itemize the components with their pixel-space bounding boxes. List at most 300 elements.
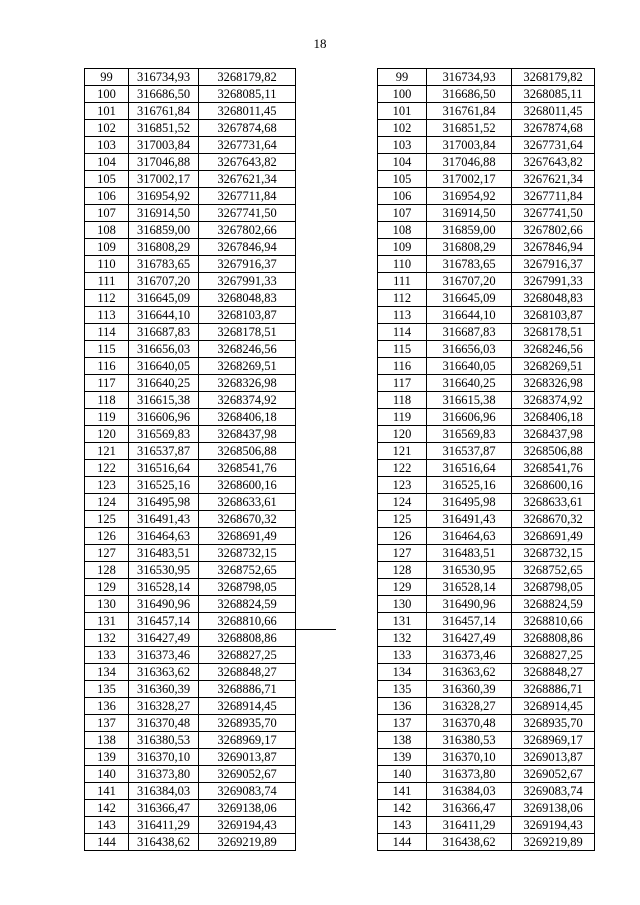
point-number-cell: 112 <box>85 290 129 307</box>
x-coordinate-cell: 317002,17 <box>129 171 199 188</box>
x-coordinate-cell: 316516,64 <box>427 460 512 477</box>
x-coordinate-cell: 316438,62 <box>129 834 199 851</box>
table-row <box>378 239 595 256</box>
x-coordinate-cell: 316606,96 <box>427 409 512 426</box>
point-number-cell: 113 <box>85 307 129 324</box>
table-row <box>85 205 337 222</box>
point-number-cell: 105 <box>378 171 427 188</box>
x-coordinate-cell: 316525,16 <box>129 477 199 494</box>
y-coordinate-cell: 3268824,59 <box>512 596 595 613</box>
x-coordinate-cell: 316384,03 <box>129 783 199 800</box>
table-row <box>85 392 337 409</box>
point-number-cell: 133 <box>378 647 427 664</box>
gap-cell <box>296 460 337 477</box>
point-number-cell: 141 <box>378 783 427 800</box>
table-row <box>378 443 595 460</box>
point-number-cell: 126 <box>85 528 129 545</box>
table-row <box>378 307 595 324</box>
table-row <box>85 443 337 460</box>
y-coordinate-cell: 3268824,59 <box>199 596 296 613</box>
point-number-cell: 117 <box>85 375 129 392</box>
point-number-cell: 135 <box>378 681 427 698</box>
table-row <box>378 494 595 511</box>
table-row <box>378 698 595 715</box>
x-coordinate-cell: 316656,03 <box>129 341 199 358</box>
table-row <box>85 120 337 137</box>
point-number-cell: 131 <box>85 613 129 630</box>
x-coordinate-cell: 316328,27 <box>427 698 512 715</box>
y-coordinate-cell: 3268269,51 <box>512 358 595 375</box>
point-number-cell: 137 <box>85 715 129 732</box>
y-coordinate-cell: 3267991,33 <box>512 273 595 290</box>
table-row <box>85 715 337 732</box>
point-number-cell: 139 <box>378 749 427 766</box>
gap-cell <box>296 120 337 137</box>
table-row <box>378 222 595 239</box>
y-coordinate-cell: 3268437,98 <box>512 426 595 443</box>
point-number-cell: 114 <box>85 324 129 341</box>
x-coordinate-cell: 316606,96 <box>129 409 199 426</box>
table-row <box>85 341 337 358</box>
y-coordinate-cell: 3268810,66 <box>512 613 595 630</box>
table-row <box>85 69 337 86</box>
y-coordinate-cell: 3268969,17 <box>199 732 296 749</box>
gap-cell <box>296 341 337 358</box>
point-number-cell: 102 <box>378 120 427 137</box>
gap-cell <box>296 562 337 579</box>
x-coordinate-cell: 316490,96 <box>129 596 199 613</box>
x-coordinate-cell: 317002,17 <box>427 171 512 188</box>
x-coordinate-cell: 316761,84 <box>129 103 199 120</box>
gap-cell <box>296 426 337 443</box>
y-coordinate-cell: 3268179,82 <box>512 69 595 86</box>
gap-cell <box>296 647 337 664</box>
gap-cell <box>296 188 337 205</box>
table-row <box>378 256 595 273</box>
x-coordinate-cell: 316411,29 <box>129 817 199 834</box>
y-coordinate-cell: 3268437,98 <box>199 426 296 443</box>
x-coordinate-cell: 316569,83 <box>129 426 199 443</box>
y-coordinate-cell: 3268691,49 <box>512 528 595 545</box>
gap-cell <box>296 375 337 392</box>
gap-cell <box>296 545 337 562</box>
x-coordinate-cell: 316328,27 <box>129 698 199 715</box>
point-number-cell: 136 <box>85 698 129 715</box>
y-coordinate-cell: 3267741,50 <box>199 205 296 222</box>
point-number-cell: 124 <box>378 494 427 511</box>
table-row <box>378 783 595 800</box>
x-coordinate-cell: 316569,83 <box>427 426 512 443</box>
x-coordinate-cell: 316761,84 <box>427 103 512 120</box>
point-number-cell: 109 <box>378 239 427 256</box>
table-row <box>85 664 337 681</box>
table-row <box>378 290 595 307</box>
x-coordinate-cell: 316366,47 <box>427 800 512 817</box>
point-number-cell: 129 <box>85 579 129 596</box>
table-row <box>85 375 337 392</box>
x-coordinate-cell: 316370,10 <box>129 749 199 766</box>
gap-cell <box>296 222 337 239</box>
right-coordinates-table <box>377 68 595 851</box>
point-number-cell: 107 <box>85 205 129 222</box>
y-coordinate-cell: 3268048,83 <box>199 290 296 307</box>
y-coordinate-cell: 3269083,74 <box>512 783 595 800</box>
y-coordinate-cell: 3268600,16 <box>512 477 595 494</box>
gap-cell <box>296 749 337 766</box>
gap-cell <box>296 766 337 783</box>
x-coordinate-cell: 316490,96 <box>427 596 512 613</box>
point-number-cell: 128 <box>378 562 427 579</box>
coordinates-table-left <box>84 68 336 851</box>
y-coordinate-cell: 3269194,43 <box>512 817 595 834</box>
point-number-cell: 100 <box>85 86 129 103</box>
x-coordinate-cell: 317003,84 <box>129 137 199 154</box>
y-coordinate-cell: 3267643,82 <box>512 154 595 171</box>
y-coordinate-cell: 3269194,43 <box>199 817 296 834</box>
y-coordinate-cell: 3267741,50 <box>512 205 595 222</box>
x-coordinate-cell: 316734,93 <box>427 69 512 86</box>
x-coordinate-cell: 316360,39 <box>129 681 199 698</box>
table-row <box>85 783 337 800</box>
point-number-cell: 101 <box>85 103 129 120</box>
gap-cell <box>296 613 337 630</box>
point-number-cell: 118 <box>85 392 129 409</box>
x-coordinate-cell: 316363,62 <box>427 664 512 681</box>
x-coordinate-cell: 316457,14 <box>129 613 199 630</box>
table-row <box>85 324 337 341</box>
gap-cell <box>296 817 337 834</box>
table-row <box>378 324 595 341</box>
point-number-cell: 134 <box>378 664 427 681</box>
x-coordinate-cell: 316859,00 <box>427 222 512 239</box>
y-coordinate-cell: 3268541,76 <box>512 460 595 477</box>
y-coordinate-cell: 3269083,74 <box>199 783 296 800</box>
point-number-cell: 108 <box>85 222 129 239</box>
gap-cell <box>296 681 337 698</box>
point-number-cell: 107 <box>378 205 427 222</box>
y-coordinate-cell: 3268178,51 <box>512 324 595 341</box>
table-row <box>378 341 595 358</box>
point-number-cell: 124 <box>85 494 129 511</box>
point-number-cell: 144 <box>378 834 427 851</box>
gap-cell <box>296 732 337 749</box>
y-coordinate-cell: 3267731,64 <box>199 137 296 154</box>
point-number-cell: 139 <box>85 749 129 766</box>
y-coordinate-cell: 3268085,11 <box>512 86 595 103</box>
table-row <box>378 137 595 154</box>
y-coordinate-cell: 3269138,06 <box>512 800 595 817</box>
x-coordinate-cell: 316808,29 <box>427 239 512 256</box>
y-coordinate-cell: 3268246,56 <box>199 341 296 358</box>
x-coordinate-cell: 316537,87 <box>129 443 199 460</box>
y-coordinate-cell: 3267846,94 <box>512 239 595 256</box>
y-coordinate-cell: 3268406,18 <box>199 409 296 426</box>
x-coordinate-cell: 316491,43 <box>129 511 199 528</box>
gap-cell <box>296 290 337 307</box>
point-number-cell: 115 <box>85 341 129 358</box>
y-coordinate-cell: 3269013,87 <box>512 749 595 766</box>
point-number-cell: 140 <box>378 766 427 783</box>
x-coordinate-cell: 316528,14 <box>129 579 199 596</box>
x-coordinate-cell: 316525,16 <box>427 477 512 494</box>
point-number-cell: 121 <box>378 443 427 460</box>
table-row <box>85 409 337 426</box>
y-coordinate-cell: 3268600,16 <box>199 477 296 494</box>
gap-cell <box>296 103 337 120</box>
left-coordinates-table <box>84 68 336 851</box>
point-number-cell: 138 <box>378 732 427 749</box>
table-row <box>85 545 337 562</box>
table-row <box>85 86 337 103</box>
x-coordinate-cell: 316707,20 <box>129 273 199 290</box>
table-row <box>378 749 595 766</box>
gap-cell <box>296 477 337 494</box>
point-number-cell: 134 <box>85 664 129 681</box>
point-number-cell: 136 <box>378 698 427 715</box>
table-row <box>378 477 595 494</box>
y-coordinate-cell: 3268246,56 <box>512 341 595 358</box>
y-coordinate-cell: 3268541,76 <box>199 460 296 477</box>
gap-cell <box>296 443 337 460</box>
table-row <box>85 426 337 443</box>
gap-cell <box>296 630 337 647</box>
y-coordinate-cell: 3267802,66 <box>199 222 296 239</box>
x-coordinate-cell: 316640,25 <box>427 375 512 392</box>
x-coordinate-cell: 316370,48 <box>427 715 512 732</box>
y-coordinate-cell: 3268048,83 <box>512 290 595 307</box>
table-row <box>85 188 337 205</box>
page-number: 18 <box>313 36 327 51</box>
table-row <box>378 596 595 613</box>
x-coordinate-cell: 316914,50 <box>129 205 199 222</box>
table-row <box>378 834 595 851</box>
y-coordinate-cell: 3268808,86 <box>512 630 595 647</box>
x-coordinate-cell: 316537,87 <box>427 443 512 460</box>
table-row <box>378 613 595 630</box>
y-coordinate-cell: 3267711,84 <box>199 188 296 205</box>
x-coordinate-cell: 316734,93 <box>129 69 199 86</box>
y-coordinate-cell: 3268406,18 <box>512 409 595 426</box>
y-coordinate-cell: 3268633,61 <box>512 494 595 511</box>
point-number-cell: 132 <box>85 630 129 647</box>
point-number-cell: 120 <box>85 426 129 443</box>
x-coordinate-cell: 316373,80 <box>129 766 199 783</box>
table-row <box>378 409 595 426</box>
table-row <box>378 800 595 817</box>
x-coordinate-cell: 316914,50 <box>427 205 512 222</box>
x-coordinate-cell: 316438,62 <box>427 834 512 851</box>
point-number-cell: 141 <box>85 783 129 800</box>
point-number-cell: 102 <box>85 120 129 137</box>
x-coordinate-cell: 316516,64 <box>129 460 199 477</box>
y-coordinate-cell: 3268827,25 <box>512 647 595 664</box>
table-row <box>378 528 595 545</box>
point-number-cell: 142 <box>378 800 427 817</box>
x-coordinate-cell: 316495,98 <box>129 494 199 511</box>
gap-cell <box>296 596 337 613</box>
point-number-cell: 144 <box>85 834 129 851</box>
point-number-cell: 108 <box>378 222 427 239</box>
x-coordinate-cell: 316851,52 <box>129 120 199 137</box>
y-coordinate-cell: 3267621,34 <box>199 171 296 188</box>
y-coordinate-cell: 3267916,37 <box>512 256 595 273</box>
x-coordinate-cell: 316687,83 <box>129 324 199 341</box>
x-coordinate-cell: 316495,98 <box>427 494 512 511</box>
table-row <box>378 171 595 188</box>
point-number-cell: 128 <box>85 562 129 579</box>
table-row <box>85 171 337 188</box>
x-coordinate-cell: 316707,20 <box>427 273 512 290</box>
y-coordinate-cell: 3269052,67 <box>512 766 595 783</box>
x-coordinate-cell: 316373,46 <box>129 647 199 664</box>
table-row <box>85 307 337 324</box>
table-row <box>85 732 337 749</box>
y-coordinate-cell: 3268179,82 <box>199 69 296 86</box>
y-coordinate-cell: 3268935,70 <box>199 715 296 732</box>
table-row <box>378 460 595 477</box>
gap-cell <box>296 715 337 732</box>
table-row <box>378 715 595 732</box>
table-row <box>378 392 595 409</box>
table-row <box>378 511 595 528</box>
point-number-cell: 138 <box>85 732 129 749</box>
point-number-cell: 104 <box>378 154 427 171</box>
point-number-cell: 115 <box>378 341 427 358</box>
gap-cell <box>296 511 337 528</box>
y-coordinate-cell: 3268506,88 <box>512 443 595 460</box>
table-row <box>85 494 337 511</box>
x-coordinate-cell: 317046,88 <box>427 154 512 171</box>
gap-cell <box>296 137 337 154</box>
y-coordinate-cell: 3268103,87 <box>512 307 595 324</box>
y-coordinate-cell: 3268914,45 <box>512 698 595 715</box>
point-number-cell: 123 <box>85 477 129 494</box>
x-coordinate-cell: 316640,05 <box>129 358 199 375</box>
table-row <box>85 749 337 766</box>
x-coordinate-cell: 316373,46 <box>427 647 512 664</box>
y-coordinate-cell: 3268827,25 <box>199 647 296 664</box>
point-number-cell: 99 <box>378 69 427 86</box>
point-number-cell: 133 <box>85 647 129 664</box>
table-row <box>378 120 595 137</box>
gap-cell <box>296 800 337 817</box>
x-coordinate-cell: 316851,52 <box>427 120 512 137</box>
gap-cell <box>296 358 337 375</box>
y-coordinate-cell: 3268798,05 <box>512 579 595 596</box>
table-row <box>85 698 337 715</box>
table-row <box>378 732 595 749</box>
gap-cell <box>296 392 337 409</box>
point-number-cell: 106 <box>378 188 427 205</box>
x-coordinate-cell: 316783,65 <box>129 256 199 273</box>
point-number-cell: 109 <box>85 239 129 256</box>
point-number-cell: 111 <box>85 273 129 290</box>
point-number-cell: 126 <box>378 528 427 545</box>
y-coordinate-cell: 3267846,94 <box>199 239 296 256</box>
x-coordinate-cell: 316644,10 <box>427 307 512 324</box>
y-coordinate-cell: 3268374,92 <box>512 392 595 409</box>
table-row <box>85 834 337 851</box>
x-coordinate-cell: 316686,50 <box>427 86 512 103</box>
table-row <box>378 664 595 681</box>
gap-cell <box>296 307 337 324</box>
y-coordinate-cell: 3268886,71 <box>512 681 595 698</box>
y-coordinate-cell: 3267991,33 <box>199 273 296 290</box>
y-coordinate-cell: 3268326,98 <box>199 375 296 392</box>
point-number-cell: 140 <box>85 766 129 783</box>
point-number-cell: 127 <box>378 545 427 562</box>
gap-cell <box>296 171 337 188</box>
table-row <box>85 579 337 596</box>
table-row <box>85 256 337 273</box>
point-number-cell: 104 <box>85 154 129 171</box>
x-coordinate-cell: 317003,84 <box>427 137 512 154</box>
point-number-cell: 103 <box>378 137 427 154</box>
x-coordinate-cell: 316687,83 <box>427 324 512 341</box>
point-number-cell: 122 <box>85 460 129 477</box>
y-coordinate-cell: 3269138,06 <box>199 800 296 817</box>
table-row <box>378 188 595 205</box>
point-number-cell: 132 <box>378 630 427 647</box>
gap-cell <box>296 205 337 222</box>
y-coordinate-cell: 3268914,45 <box>199 698 296 715</box>
y-coordinate-cell: 3268808,86 <box>199 630 296 647</box>
gap-cell <box>296 494 337 511</box>
x-coordinate-cell: 316656,03 <box>427 341 512 358</box>
x-coordinate-cell: 316360,39 <box>427 681 512 698</box>
y-coordinate-cell: 3268752,65 <box>199 562 296 579</box>
y-coordinate-cell: 3268732,15 <box>512 545 595 562</box>
x-coordinate-cell: 316954,92 <box>427 188 512 205</box>
x-coordinate-cell: 316859,00 <box>129 222 199 239</box>
y-coordinate-cell: 3268103,87 <box>199 307 296 324</box>
y-coordinate-cell: 3267874,68 <box>199 120 296 137</box>
x-coordinate-cell: 316457,14 <box>427 613 512 630</box>
table-row <box>378 103 595 120</box>
y-coordinate-cell: 3268670,32 <box>512 511 595 528</box>
point-number-cell: 116 <box>378 358 427 375</box>
gap-cell <box>296 698 337 715</box>
table-row <box>85 239 337 256</box>
y-coordinate-cell: 3268633,61 <box>199 494 296 511</box>
y-coordinate-cell: 3267874,68 <box>512 120 595 137</box>
x-coordinate-cell: 316380,53 <box>129 732 199 749</box>
gap-cell <box>296 154 337 171</box>
y-coordinate-cell: 3268969,17 <box>512 732 595 749</box>
table-row <box>378 630 595 647</box>
gap-cell <box>296 69 337 86</box>
gap-cell <box>296 528 337 545</box>
table-row <box>85 222 337 239</box>
x-coordinate-cell: 316366,47 <box>129 800 199 817</box>
table-row <box>85 137 337 154</box>
table-row <box>85 273 337 290</box>
y-coordinate-cell: 3268732,15 <box>199 545 296 562</box>
table-row <box>85 613 337 630</box>
point-number-cell: 112 <box>378 290 427 307</box>
y-coordinate-cell: 3268085,11 <box>199 86 296 103</box>
table-row <box>378 154 595 171</box>
point-number-cell: 135 <box>85 681 129 698</box>
y-coordinate-cell: 3269219,89 <box>199 834 296 851</box>
x-coordinate-cell: 316640,25 <box>129 375 199 392</box>
table-row <box>378 681 595 698</box>
table-row <box>85 103 337 120</box>
y-coordinate-cell: 3269052,67 <box>199 766 296 783</box>
point-number-cell: 116 <box>85 358 129 375</box>
x-coordinate-cell: 316384,03 <box>427 783 512 800</box>
x-coordinate-cell: 316464,63 <box>427 528 512 545</box>
